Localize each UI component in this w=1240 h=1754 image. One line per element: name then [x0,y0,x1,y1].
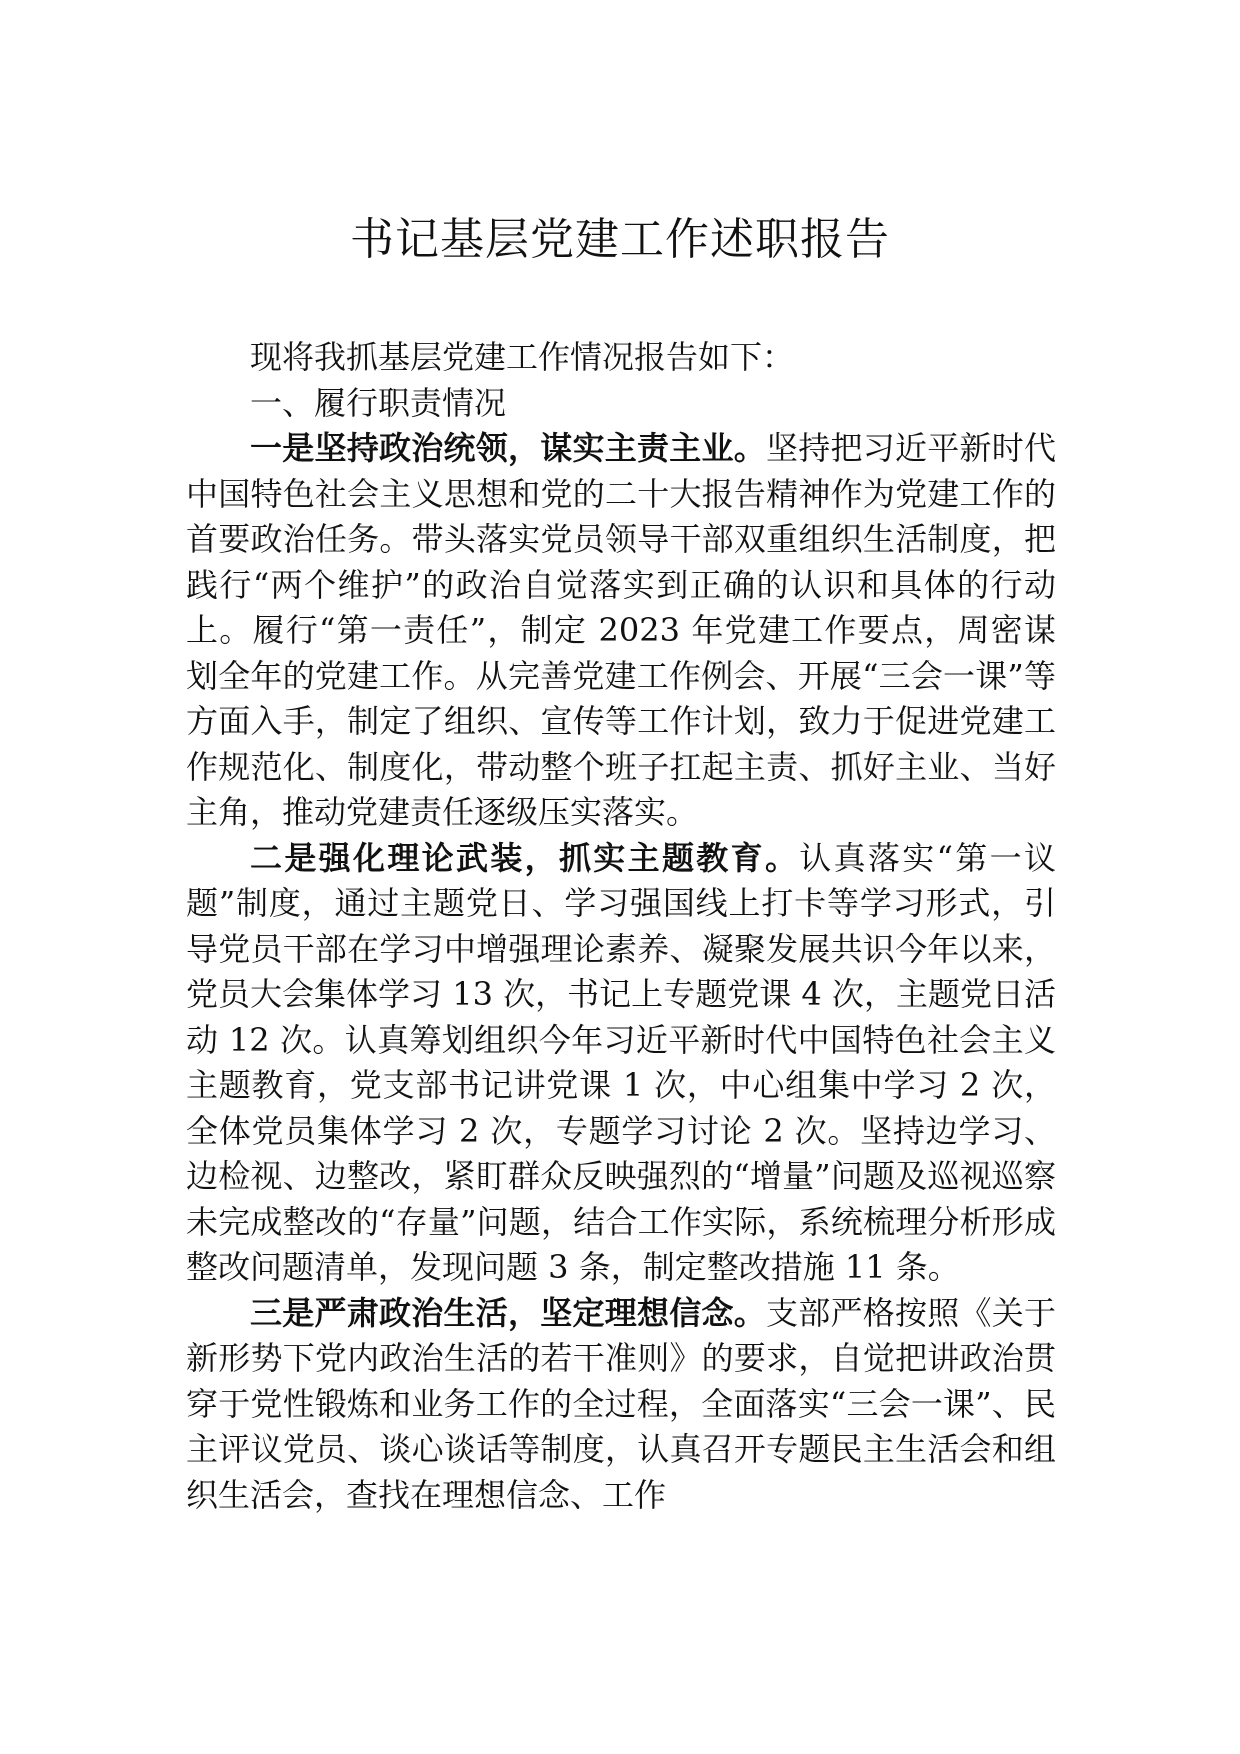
paragraph-text: 认真落实“第一议题”制度，通过主题党日、学习强国线上打卡等学习形式，引导党员干部在学习中增强理论素养、凝聚发展共识今年以来，党员大会集体学习 13 次，书记上专题党课 4 次，主题党日活动 12 次。认真筹划组织今年习近平新时代中国特色社会主义主题教育，党支部书记讲党课 1 次，中心组集中学习 2 次，全体党员集体学习 2 次，专题学习讨论 2 次。坚持边学习、边检视、边整改，紧盯群众反映强烈的“增量”问题及巡视巡察未完成整改的“存量”问题，结合工作实际，系统梳理分析形成整改问题清单，发现问题 3 条，制定整改措施 11 条。 [186,838,1056,1286]
paragraph-text: 坚持把习近平新时代中国特色社会主义思想和党的二十大报告精神作为党建工作的首要政治任务。带头落实党员领导干部双重组织生活制度，把践行“两个维护”的政治自觉落实到正确的认识和具体的行动上。履行“第一责任”，制定 2023 年党建工作要点，周密谋划全年的党建工作。从完善党建工作例会、开展“三会一课”等方面入手，制定了组织、宣传等工作计划，致力于促进党建工作规范化、制度化，带动整个班子扛起主责、抓好主业、当好主角，推动党建责任逐级压实落实。 [186,429,1056,831]
document-body [186,335,1056,1518]
paragraph-lead: 三是严肃政治生活，坚定理想信念。 [250,1293,766,1332]
paragraph-lead: 二是强化理论武装，抓实主题教育。 [250,838,800,877]
body-paragraph-3 [186,1291,1056,1519]
body-paragraph-1 [186,426,1056,836]
paragraph-text: 支部严格按照《关于新形势下党内政治生活的若干准则》的要求，自觉把讲政治贯穿于党性锻炼和业务工作的全过程，全面落实“三会一课”、民主评议党员、谈心谈话等制度，认真召开专题民主生活会和组织生活会，查找在理想信念、工作 [186,1293,1056,1514]
intro-paragraph: 现将我抓基层党建工作情况报告如下： [250,338,795,376]
document-title: 书记基层党建工作述职报告 [350,214,890,265]
body-paragraph-2 [186,836,1056,1291]
section-heading: 一、履行职责情况 [250,383,507,422]
paragraph-lead: 一是坚持政治统领，谋实主责主业。 [250,429,766,467]
